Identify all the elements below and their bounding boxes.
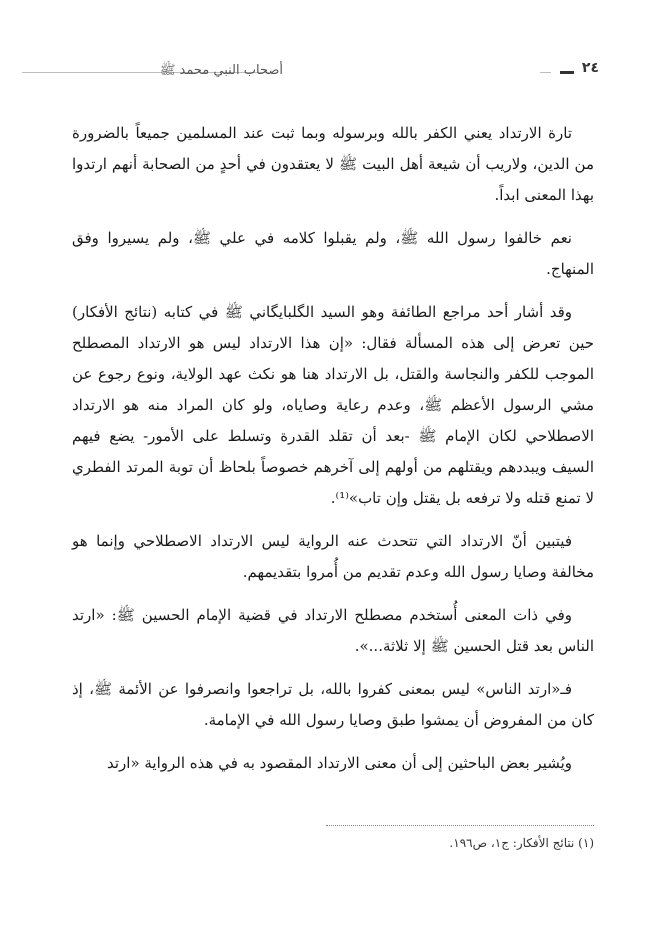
running-title: أصحاب النبي محمد ﷺ [159,63,283,78]
main-text [72,118,594,791]
paragraph: فيتبين أنّ الارتداد التي تتحدث عنه الرواية ليس الارتداد الاصطلاحي وإنما هو مخالفة وصايا رسول الله وعدم تقديم من أُمروا بتقديمهم. [72,532,594,581]
paragraph: ويُشير بعض الباحثين إلى أن معنى الارتداد المقصود به في هذه الرواية «ارتد [106,754,572,772]
header-dash [560,71,574,74]
page-number: ٢٤ [581,60,599,76]
paragraph: وفي ذات المعنى أُستخدم مصطلح الارتداد في قضية الإمام الحسين ﷺ: «ارتد الناس بعد قتل الحسين ﷺ إلا ثلاثة...». [72,606,594,655]
footnote: (١) نتائج الأفكار: ج١، ص١٩٦. [449,836,594,850]
footnote-separator [326,825,594,826]
paragraph: نعم خالفوا رسول الله ﷺ، ولم يقبلوا كلامه في علي ﷺ، ولم يسيروا وفق المنهاج. [72,229,594,278]
running-header [0,58,669,88]
paragraph: وقد أشار أحد مراجع الطائفة وهو السيد الگلبايگاني ﷺ في كتابه (نتائج الأفكار) حين تعرض إلى هذه المسألة فقال: «إن هذا الارتداد ليس هو الارتداد المصطلح الموجب للكفر والنجاسة والقتل، بل الارتداد هنا هو نكث عهد الولاية، ونوع رجوع عن مشي الرسول الأعظم ﷺ، وعدم رعاية وصاياه، ولو كان المراد منه هو الارتداد الاصطلاحي لكان الإمام ﷺ -بعد أن تقلد القدرة وتسلط على الأمور- يضع فيهم السيف ويبددهم ويقتلهم من أولهم إلى آخرهم خصوصاً بلحاظ أن توبة المرتد الفطري لا تمنع قتله ولا ترفعه بل يقتل وإن تاب»⁽¹⁾. [72,303,594,507]
paragraph: فـ«ارتد الناس» ليس بمعنى كفروا بالله، بل تراجعوا وانصرفوا عن الأئمة ﷺ، إذ كان من المفروض أن يمشوا طبق وصايا رسول الله في الإمامة. [72,680,594,729]
paragraph: تارة الارتداد يعني الكفر بالله وبرسوله وبما ثبت عند المسلمين جميعاً بالضرورة من الدين، ولاريب أن شيعة أهل البيت ﷺ لا يعتقدون في أحدٍ من الصحابة أنهم ارتدوا بهذا المعنى ابداً. [72,124,594,204]
header-rule-middle [540,72,551,73]
